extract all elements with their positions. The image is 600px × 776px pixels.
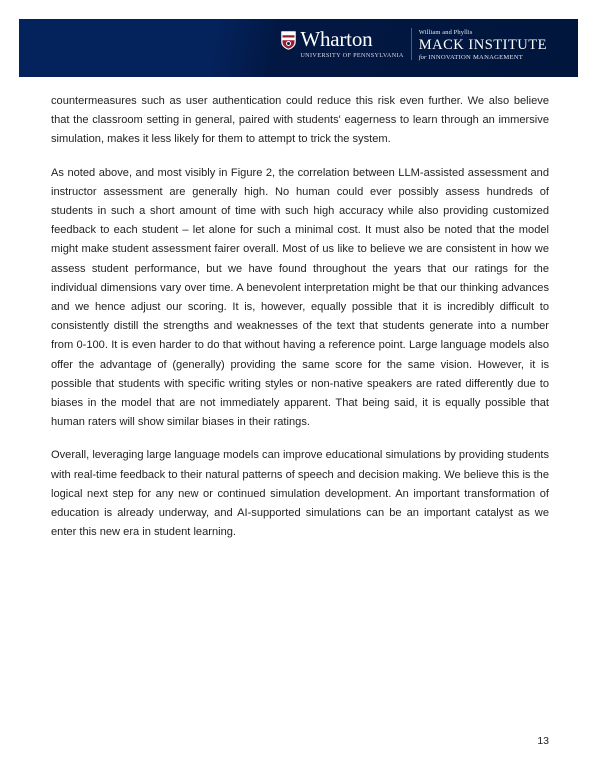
wharton-text [300,28,403,60]
mack-institute-name: MACK INSTITUTE [418,37,547,53]
wharton-logo [281,28,411,60]
page-number: 13 [537,735,549,747]
mack-institute-logo [412,28,547,62]
body-paragraph-1: countermeasures such as user authentication could reduce this risk even further. We also believe that the classroom setting in general, paired with students' eagerness to learn through an immersive simulation, makes it less likely for them to attempt to trick the system. [51,95,549,146]
body-paragraph-3: Overall, leveraging large language models can improve educational simulations by providing students with real-time feedback to their natural patterns of speech and decision making. We believe this is the logical next step for any new or continued simulation development. An important transformation of education is already underway, and AI-supported simulations can be an important catalyst as we enter this new era in student learning. [51,449,549,539]
logo-lockup [281,28,547,68]
mack-donor-line: William and Phyllis [418,29,473,36]
wharton-wordmark: Wharton [300,27,373,51]
page-header-band [19,19,578,77]
document-body [51,92,549,542]
mack-institute-tagline [419,54,547,62]
body-paragraph-2: As noted above, and most visibly in Figure 2, the correlation between LLM-assisted assessment and instructor assessment are generally high. No human could ever possibly assess hundreds of students in such a short amount of time with such high accuracy while also providing customized feedback to each student – let alone for such a minimal cost. It must also be noted that the model might make student assessment fairer overall. Most of us like to believe we are consistent in how we assess student performance, but we have found throughout the years that our ratings for the individual dimensions vary over time. A benevolent interpretation might be that our thinking advances and we hence adjust our scoring. It is, however, equally possible that it is incredibly difficult to consistently distill the strengths and weaknesses of the text that students generate into a number from 0-100. It is even harder to do that without having a reference point. Large language models also offer the advantage of (generally) providing the same score for the same vision. However, it is possible that students with specific writing styles or non-native speakers are rated differently due to biases in the model that are not immediately apparent. That being said, it is equally possible that human raters will show similar biases in their ratings. [51,166,549,429]
mack-tagline-text: INNOVATION MANAGEMENT [428,54,524,61]
wharton-subtitle: UNIVERSITY OF PENNSYLVANIA [300,52,404,59]
mack-tagline-prefix: for [418,54,427,61]
penn-shield-icon [281,31,296,50]
